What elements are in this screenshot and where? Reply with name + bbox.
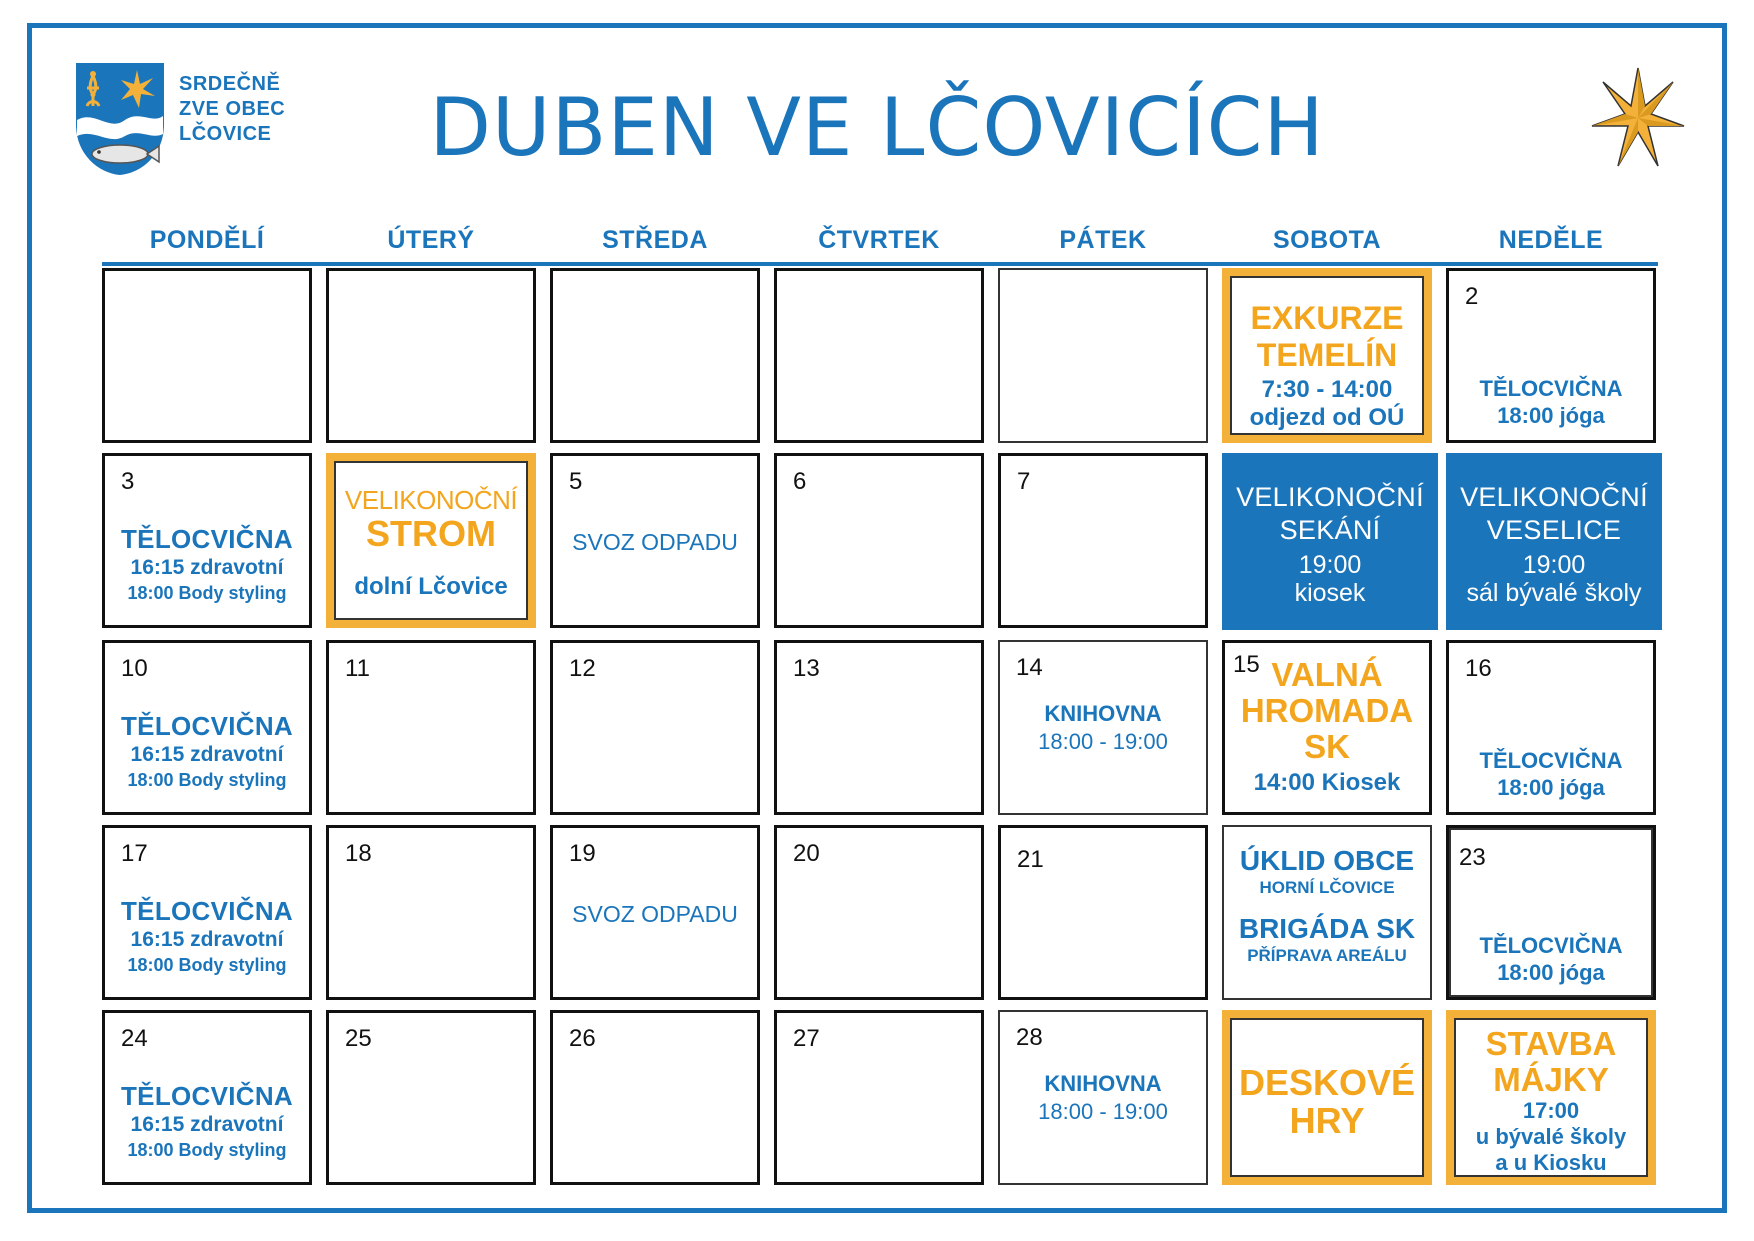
day-cell-3 (102, 453, 312, 628)
day-number: 21 (1017, 846, 1044, 873)
event-title: HRY (1289, 1100, 1365, 1141)
event-detail: 16:15 zdravotní (130, 743, 284, 766)
day-cell-24 (102, 1010, 312, 1185)
event-subtitle: HORNÍ LČOVICE (1259, 878, 1395, 897)
event-place: u bývalé školy (1475, 1124, 1627, 1149)
weekday-tuesday: ÚTERÝ (387, 226, 475, 254)
day-number: 26 (569, 1025, 596, 1052)
event-title: HROMADA (1240, 692, 1414, 729)
day-number: 15 (1233, 651, 1260, 678)
event-place: TĚLOCVIČNA (121, 1081, 293, 1111)
day-number: 2 (1465, 283, 1479, 310)
event-place: a u Kiosku (1495, 1150, 1607, 1175)
logo-line-2: ZVE OBEC (179, 98, 286, 120)
weekday-friday: PÁTEK (1059, 226, 1147, 254)
day-cell-5 (550, 453, 760, 628)
day-cell-26 (550, 1010, 760, 1185)
event-detail: 18:00 Body styling (127, 1140, 287, 1160)
event-title: VELIKONOČNÍ (1236, 482, 1424, 512)
day-cell-8 (1222, 453, 1438, 630)
day-number: 28 (1016, 1024, 1043, 1051)
day-cell-10 (102, 640, 312, 815)
weekday-header (102, 222, 1658, 266)
day-cell-20 (774, 825, 984, 1000)
event-detail: 18:00 Body styling (127, 770, 287, 790)
day-cell-14 (998, 640, 1208, 815)
day-cell-empty (774, 268, 984, 443)
weekday-wednesday: STŘEDA (602, 226, 708, 254)
event-time: 19:00 (1298, 551, 1362, 579)
day-cell-empty (550, 268, 760, 443)
gold-star-icon (1588, 66, 1688, 170)
event-title: MÁJKY (1493, 1061, 1609, 1098)
day-cell-22 (1222, 825, 1432, 1000)
day-cell-12 (550, 640, 760, 815)
day-cell-17 (102, 825, 312, 1000)
day-cell-empty (102, 268, 312, 443)
event-place: TĚLOCVIČNA (1479, 376, 1623, 401)
event-time: 7:30 - 14:00 (1261, 376, 1393, 403)
event-detail: 16:15 zdravotní (130, 928, 284, 951)
event-place: odjezd od OÚ (1249, 404, 1405, 431)
event-title: STROM (366, 513, 496, 554)
day-cell-empty (998, 268, 1208, 443)
day-cell-18 (326, 825, 536, 1000)
event-title: SEKÁNÍ (1279, 515, 1381, 545)
day-cell-empty (326, 268, 536, 443)
day-cell-16 (1446, 640, 1656, 815)
event-place: sál bývalé školy (1466, 579, 1642, 607)
event-time: 18:00 - 19:00 (1038, 1099, 1168, 1124)
day-cell-4 (326, 453, 536, 628)
event-detail: 18:00 Body styling (127, 955, 287, 975)
day-cell-23 (1446, 825, 1656, 1000)
weekday-saturday: SOBOTA (1272, 226, 1382, 254)
day-cell-7 (998, 453, 1208, 628)
day-number: 3 (121, 468, 135, 495)
day-number: 10 (121, 655, 148, 682)
day-number: 14 (1016, 654, 1043, 681)
event-time: 17:00 (1522, 1098, 1580, 1123)
event-title: VESELICE (1486, 515, 1622, 545)
day-cell-28 (998, 1010, 1208, 1185)
weekday-thursday: ČTVRTEK (818, 226, 940, 254)
day-number: 7 (1017, 468, 1031, 495)
day-number: 16 (1465, 655, 1492, 682)
page-title: DUBEN VE LČOVICÍCH (429, 81, 1325, 174)
event-place: TĚLOCVIČNA (1479, 933, 1623, 958)
day-number: 11 (345, 655, 370, 682)
day-number: 18 (345, 840, 372, 867)
event-text: SVOZ ODPADU (572, 901, 738, 927)
event-place: TĚLOCVIČNA (121, 896, 293, 926)
event-title: VELIKONOČNÍ (344, 485, 518, 515)
logo-line-3: LČOVICE (179, 123, 272, 145)
event-title: TEMELÍN (1256, 337, 1398, 373)
event-time: 18:00 - 19:00 (1038, 729, 1168, 754)
day-cell-6 (774, 453, 984, 628)
event-detail: 16:15 zdravotní (130, 1113, 284, 1136)
day-cell-2 (1446, 268, 1656, 443)
event-detail: 18:00 Body styling (127, 583, 287, 603)
day-number: 23 (1459, 844, 1486, 871)
day-number: 13 (793, 655, 820, 682)
event-title: STAVBA (1485, 1025, 1617, 1062)
event-time: 19:00 (1522, 551, 1586, 579)
event-place: kiosek (1294, 579, 1366, 607)
day-cell-1 (1222, 268, 1432, 443)
logo-line-1: SRDEČNĚ (179, 73, 281, 95)
day-cell-30 (1446, 1010, 1656, 1185)
day-number: 20 (793, 840, 820, 867)
event-detail: 18:00 jóga (1497, 403, 1605, 428)
day-cell-29 (1222, 1010, 1432, 1185)
event-time: 14:00 Kiosek (1253, 769, 1401, 796)
event-detail: 18:00 jóga (1497, 775, 1605, 800)
event-title: SK (1304, 728, 1350, 765)
weekday-sunday: NEDĚLE (1498, 226, 1604, 254)
event-place: dolní Lčovice (354, 573, 508, 600)
day-number: 17 (121, 840, 148, 867)
event-subtitle: PŘÍPRAVA AREÁLU (1247, 946, 1407, 965)
event-text: SVOZ ODPADU (572, 529, 738, 555)
event-place: TĚLOCVIČNA (1479, 748, 1623, 773)
day-number: 24 (121, 1025, 148, 1052)
event-place: TĚLOCVIČNA (121, 711, 293, 741)
event-title: VALNÁ (1271, 656, 1383, 693)
event-title: DESKOVÉ (1238, 1062, 1416, 1103)
event-title: EXKURZE (1250, 300, 1404, 336)
event-title: ÚKLID OBCE (1239, 845, 1415, 876)
day-number: 27 (793, 1025, 820, 1052)
day-cell-25 (326, 1010, 536, 1185)
event-detail: 16:15 zdravotní (130, 556, 284, 579)
day-cell-11 (326, 640, 536, 815)
event-place: TĚLOCVIČNA (121, 524, 293, 554)
day-number: 12 (569, 655, 596, 682)
day-number: 25 (345, 1025, 372, 1052)
day-cell-19 (550, 825, 760, 1000)
weekday-monday: PONDĚLÍ (149, 226, 265, 254)
day-number: 19 (569, 840, 596, 867)
event-place: KNIHOVNA (1044, 701, 1162, 726)
day-cell-27 (774, 1010, 984, 1185)
day-number: 5 (569, 468, 583, 495)
day-number: 6 (793, 468, 807, 495)
event-detail: 18:00 jóga (1497, 960, 1605, 985)
day-cell-9 (1446, 453, 1662, 630)
event-place: KNIHOVNA (1044, 1071, 1162, 1096)
day-cell-15 (1222, 640, 1432, 815)
event-title: VELIKONOČNÍ (1460, 482, 1648, 512)
day-cell-13 (774, 640, 984, 815)
event-title: BRIGÁDA SK (1238, 913, 1416, 944)
day-cell-21 (998, 825, 1208, 1000)
